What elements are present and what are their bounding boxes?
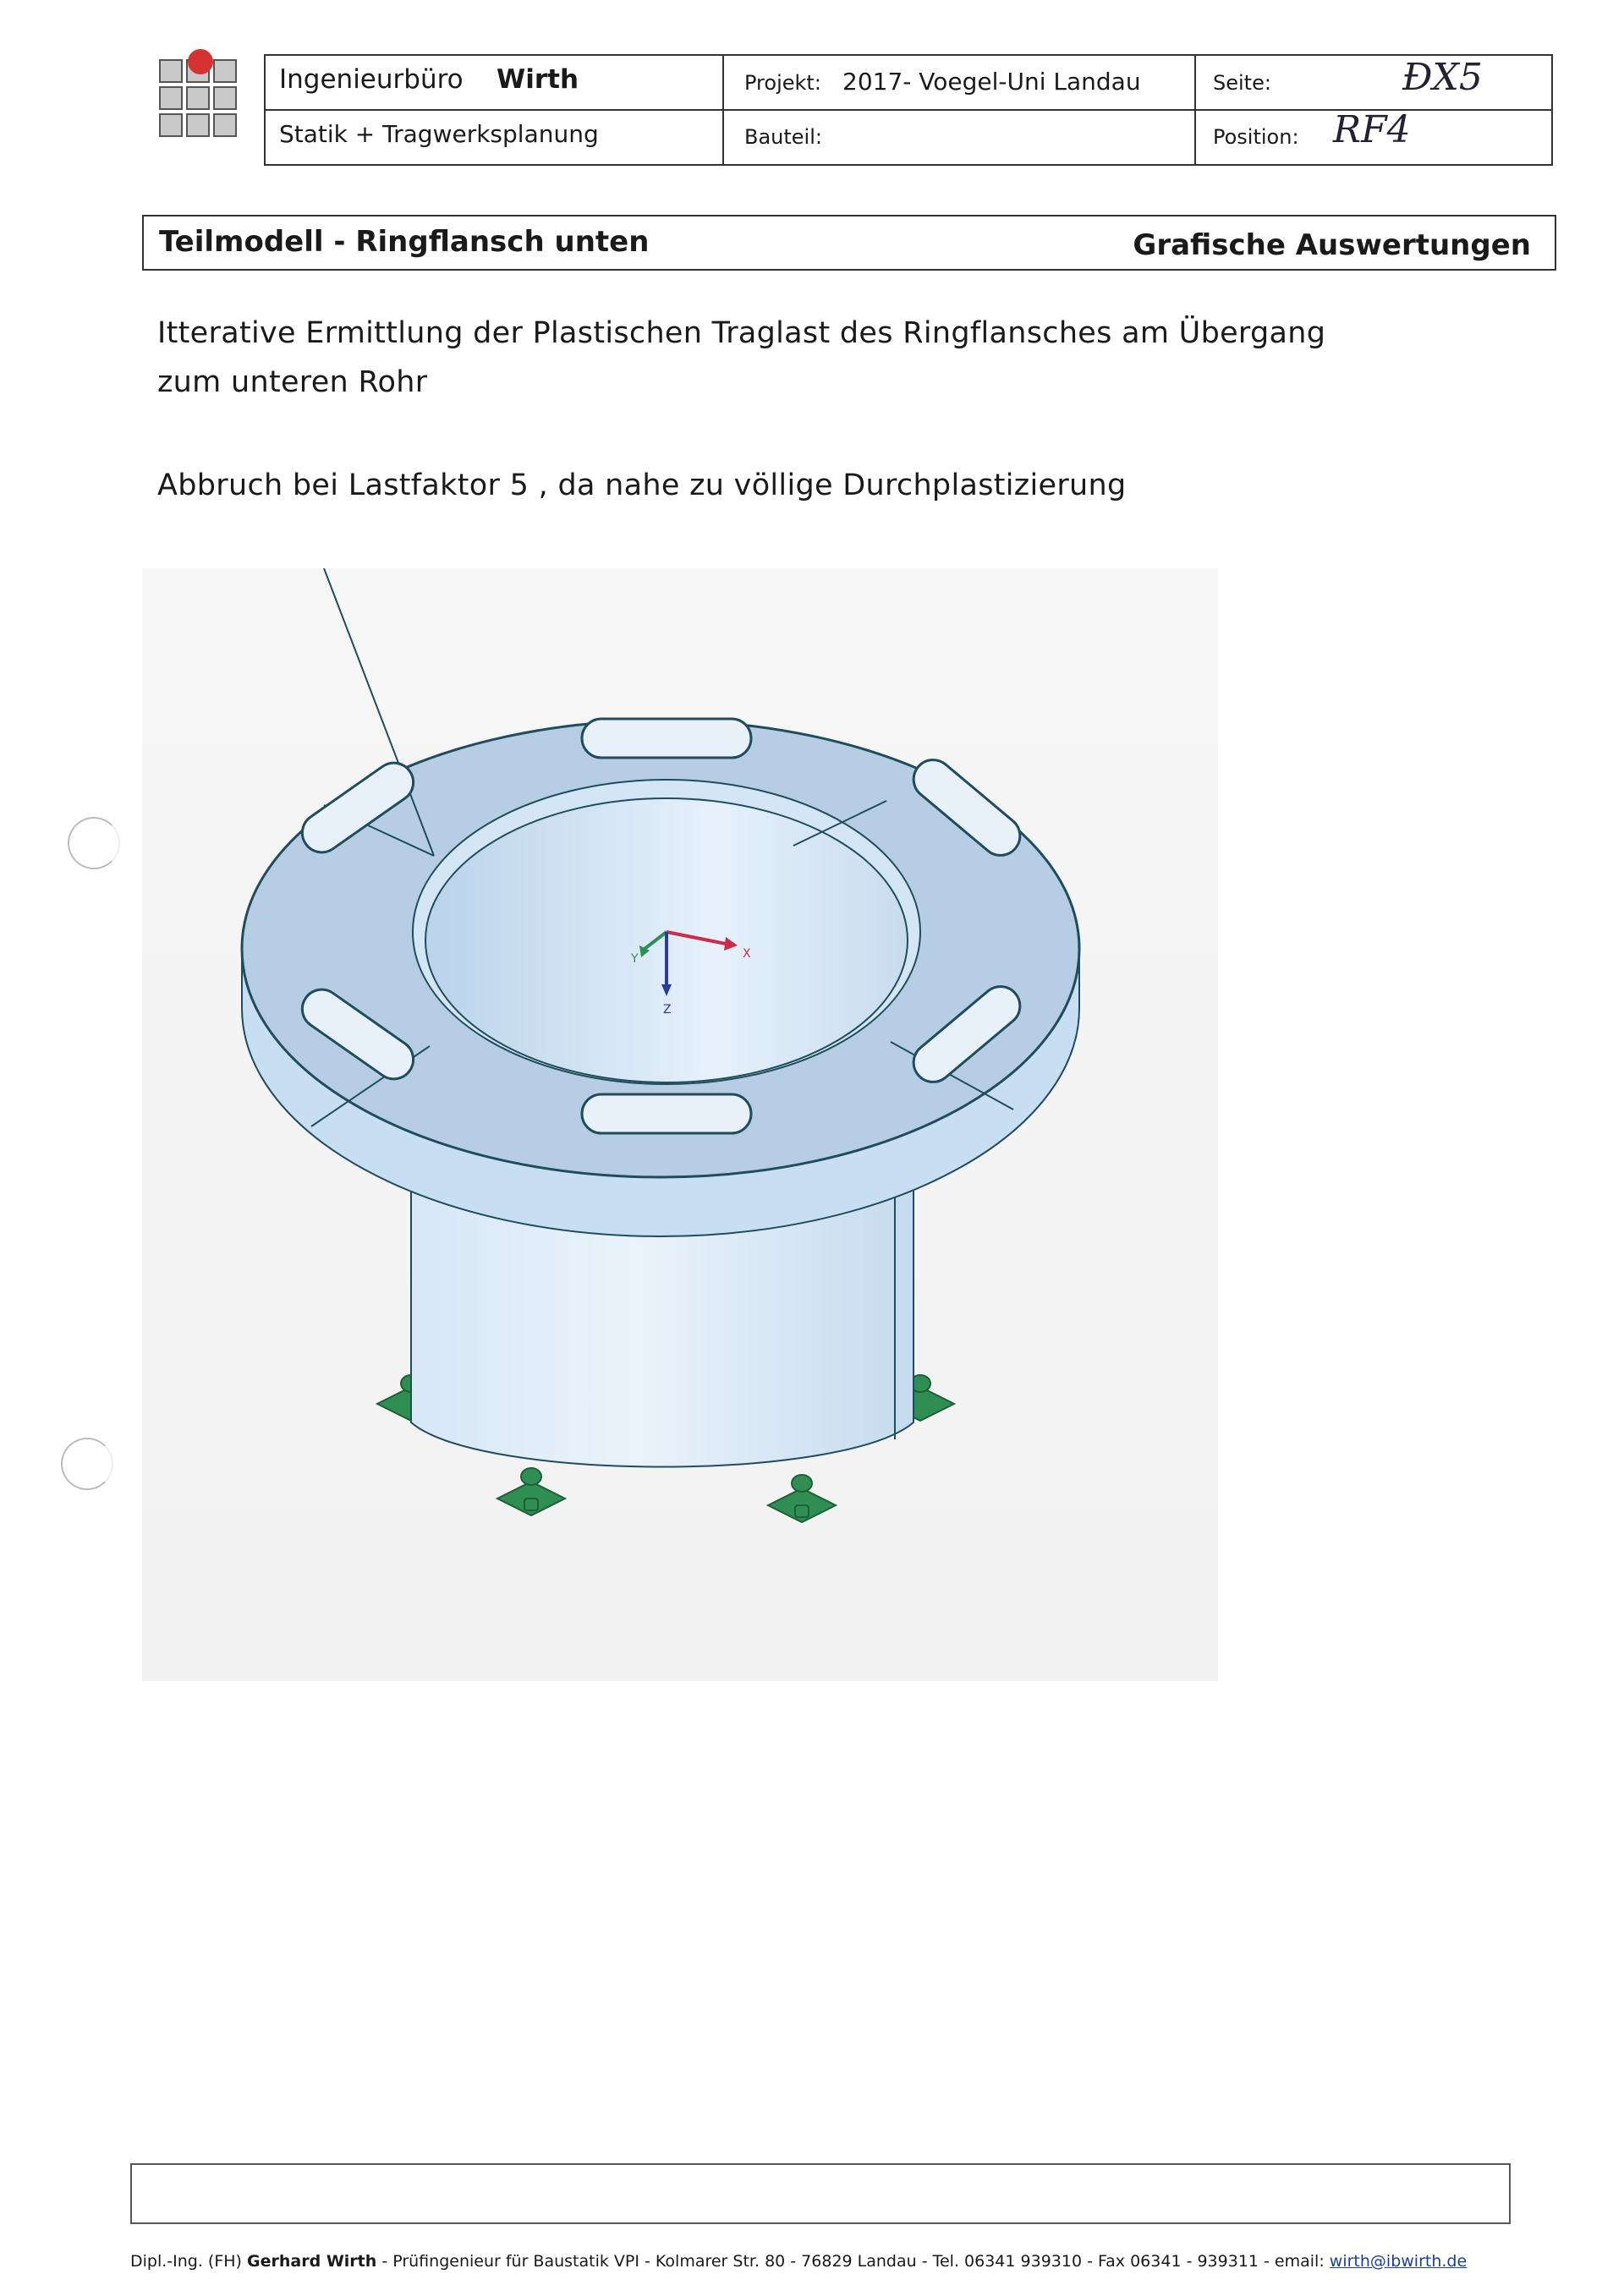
slot-hole <box>582 1094 751 1133</box>
footer-address: - Prüfingenieur für Baustatik VPI - Kolmarer Str. 80 - 76829 Landau - Tel. 06341 939310 - Fax 06341 - 939311 - email: <box>381 2252 1325 2271</box>
firm-owner: Wirth <box>497 64 579 95</box>
punch-hole <box>61 1438 113 1490</box>
body-line-2: zum unteren Rohr <box>157 365 428 399</box>
body-line-3: Abbruch bei Lastfaktor 5 , da nahe zu völlige Durchplastizierung <box>157 469 1127 502</box>
body-line-1: Itterative Ermittlung der Plastischen Traglast des Ringflansches am Übergang <box>157 316 1326 350</box>
axis-z-label: Z <box>663 1003 672 1016</box>
footer-email-link[interactable]: wirth@ibwirth.de <box>1329 2252 1468 2271</box>
section-title: Teilmodell - Ringflansch unten <box>159 225 650 259</box>
header-table <box>264 54 1553 166</box>
page-value-handwritten: ÐX5 <box>1402 56 1483 99</box>
firm-name: Ingenieurbüro Wirth <box>279 64 579 95</box>
axis-x-label: X <box>743 947 751 961</box>
ring-flange-model <box>142 568 1218 1681</box>
position-label: Position: <box>1213 125 1299 149</box>
company-logo <box>157 47 242 139</box>
footer-notes-box <box>130 2163 1511 2224</box>
section-title-bar <box>142 215 1556 271</box>
slot-hole <box>582 719 751 758</box>
firm-subtitle: Statik + Tragwerksplanung <box>279 120 599 148</box>
project-value: 2017- Voegel-Uni Landau <box>842 68 1141 96</box>
logo-red-dot <box>188 49 213 74</box>
footer-name: Gerhard Wirth <box>247 2252 377 2271</box>
axis-y-label: Y <box>631 952 639 966</box>
page-label: Seite: <box>1213 71 1271 95</box>
part-label: Bauteil: <box>744 125 822 149</box>
project-label: Projekt: <box>744 71 821 95</box>
section-subtitle: Grafische Auswertungen <box>1133 228 1531 262</box>
fe-model-figure <box>142 568 1218 1681</box>
footer-line <box>130 2252 1467 2271</box>
punch-hole <box>68 817 120 869</box>
position-value-handwritten: RF4 <box>1333 108 1411 151</box>
footer-prefix: Dipl.-Ing. (FH) <box>130 2252 242 2271</box>
